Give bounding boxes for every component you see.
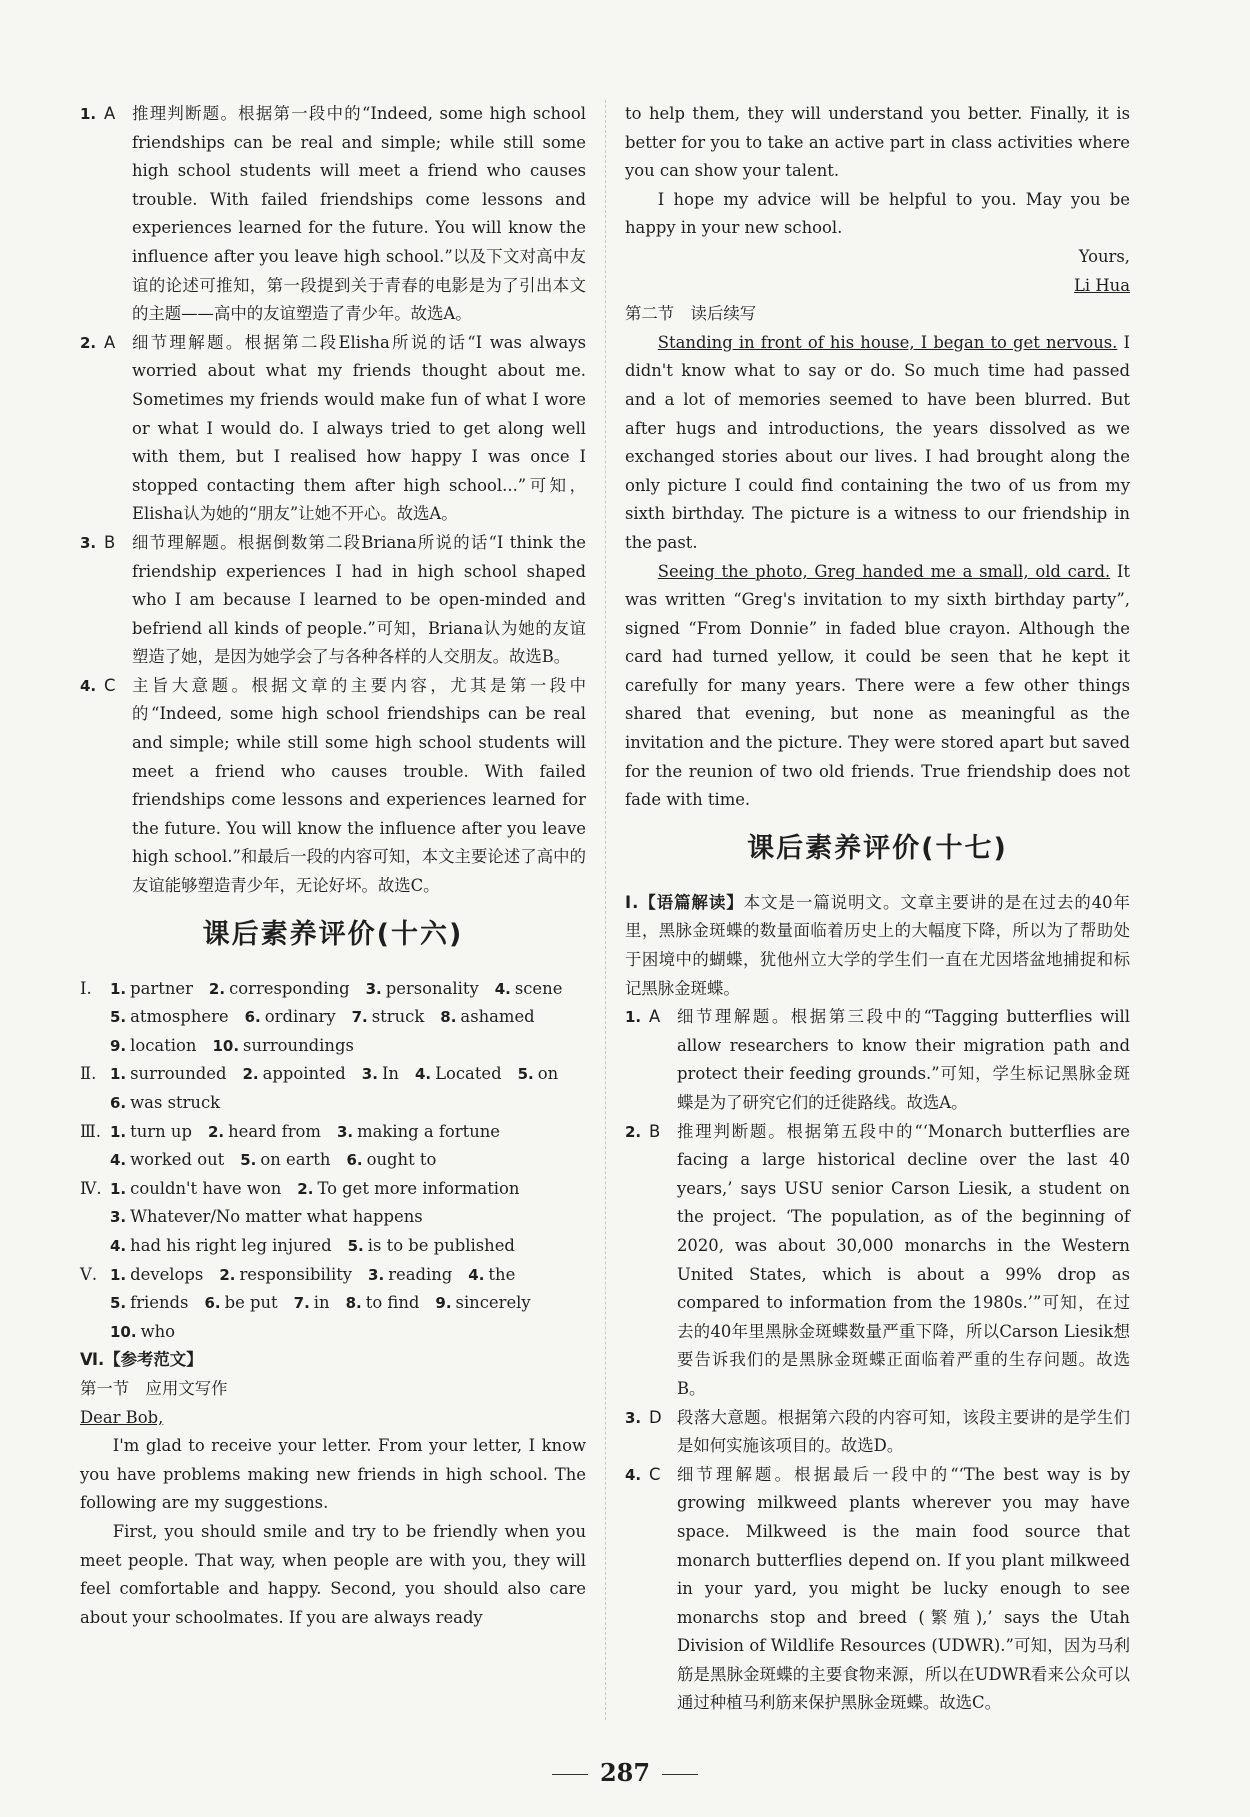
vocab-answer — [110, 1036, 196, 1055]
vocab-word: atmosphere — [130, 1007, 229, 1027]
vocab-word: who — [140, 1321, 176, 1341]
roman-numeral: Ⅲ. — [80, 1121, 102, 1141]
vocab-items — [110, 1060, 586, 1089]
vocab-row — [80, 1232, 586, 1261]
answer-item — [625, 1118, 1130, 1404]
answer-item — [625, 1404, 1130, 1461]
vocab-answer — [518, 1064, 559, 1083]
vocab-number: 9. — [435, 1294, 452, 1313]
vocab-number: 5. — [110, 1294, 127, 1313]
letter-continuation: to help them, they will understand you better. Finally, it is better for you to take an active part in class activities where you can show your talent. — [625, 104, 1130, 181]
vocab-answer — [245, 1007, 336, 1026]
vocab-number: 1. — [110, 1065, 127, 1084]
vocab-word: ashamed — [460, 1007, 535, 1027]
vocab-word: turn up — [130, 1121, 192, 1141]
answer-explanation: 细节理解题。根据第二段Elisha所说的话“I was always worried about what my friends thought about me. Sometimes my friends would make fun of what I wore or what I would do. I always tried to get along well with them, but I realised how happy I was once I stopped contacting them after high school...”可知，Elisha认为她的“朋友”让她不开心。故选A。 — [132, 332, 586, 524]
vocab-number: 8. — [440, 1008, 457, 1027]
answer-explanation: 段落大意题。根据第六段的内容可知，该段主要讲的是学生们是如何实施该项目的。故选D。 — [677, 1407, 1130, 1456]
vocab-word: making a fortune — [357, 1121, 501, 1141]
vocab-items — [110, 1318, 586, 1347]
vocab-answer — [362, 1064, 399, 1083]
roman-numeral — [80, 1146, 110, 1175]
vocab-answer — [352, 1007, 425, 1026]
answer-number: 3. — [80, 533, 97, 552]
vocab-number: 3. — [110, 1208, 127, 1227]
vocab-number: 3. — [361, 1065, 378, 1084]
vocab-answer — [110, 979, 193, 998]
answer-item — [80, 672, 586, 901]
vocab-items — [110, 1289, 586, 1318]
vocab-answer — [209, 979, 350, 998]
vocab-answer — [294, 1293, 330, 1312]
vocab-number: 2. — [219, 1265, 236, 1284]
vocab-word: in — [313, 1293, 330, 1313]
vocab-answer — [110, 1064, 226, 1083]
vocab-number: 8. — [345, 1294, 362, 1313]
vocab-answer — [212, 1036, 353, 1055]
vocab-answer — [110, 1122, 192, 1141]
roman-numeral — [80, 1032, 110, 1061]
answers-block-15 — [80, 100, 586, 901]
vocab-answer — [110, 1265, 203, 1284]
vocab-row — [80, 1289, 586, 1318]
vocab-number: 4. — [110, 1236, 127, 1255]
answer-explanation: 推理判断题。根据第五段中的“‘Monarch butterflies are facing a large historical decline over the last 40 years,’ says USU senior Carson Liesik, a student on the project. ‘The population, as of the beginning of 2020, was about 30,000 monarchs in the Western United States, which is about a 99% drop as compared to information from the 1980s.’”可知，在过去的40年里黑脉金斑蝶数量严重下降，所以Carson Liesik想要告诉我们的是黑脉金斑蝶正面临着严重的生存问题。故选B。 — [677, 1121, 1130, 1398]
vocab-row — [80, 1003, 586, 1032]
story-given-start: Standing in front of his house, I began to get nervous. — [657, 332, 1118, 352]
vocab-number: 6. — [346, 1151, 363, 1170]
vocab-number: 3. — [368, 1265, 385, 1284]
vocab-word: is to be published — [367, 1235, 515, 1255]
vocab-answer — [346, 1150, 436, 1169]
vocab-items — [110, 1146, 586, 1175]
vocab-number: 1. — [110, 979, 127, 998]
vocab-number: 6. — [204, 1294, 221, 1313]
vocab-number: 10. — [212, 1036, 240, 1055]
vocab-word: was struck — [130, 1093, 221, 1112]
answer-item — [625, 1461, 1130, 1718]
vocab-row — [80, 1060, 586, 1089]
vocab-number: 7. — [351, 1008, 368, 1027]
vocab-word: the — [488, 1264, 516, 1284]
vocab-word: partner — [130, 978, 193, 998]
vocab-word: couldn't have won — [130, 1178, 282, 1198]
vocab-word: worked out — [130, 1150, 225, 1170]
vocab-word: heard from — [228, 1121, 321, 1141]
vocab-answer — [242, 1064, 345, 1083]
vocab-answer — [110, 1007, 229, 1026]
answer-explanation: 主旨大意题。根据文章的主要内容，尤其是第一段中的“Indeed, some high school friendships can be real and simple; while still some high school students will meet a friend who causes trouble. With failed friendships come lessons and experiences learned for the future. You will know the influence after you leave high school.”和最后一段的内容可知，本文主要论述了高中的友谊能够塑造青少年，无论好坏。故选C。 — [132, 675, 586, 896]
answer-letter: C — [104, 675, 116, 695]
vocab-word: To get more information — [317, 1178, 520, 1198]
vocab-items — [110, 1118, 586, 1147]
answer-number: 4. — [625, 1465, 642, 1484]
answer-number: 1. — [625, 1008, 642, 1027]
roman-numeral: Ⅴ. — [80, 1264, 98, 1284]
section-title-17: 课后素养评价(十七) — [747, 832, 1008, 864]
vocab-word: be put — [224, 1293, 278, 1313]
roman-numeral: Ⅱ. — [80, 1064, 97, 1084]
passage-intro-label: Ⅰ.【语篇解读】 — [625, 892, 744, 912]
vocab-items — [110, 1261, 586, 1290]
vocab-word: ordinary — [264, 1007, 336, 1027]
vocab-number: 5. — [240, 1151, 257, 1170]
roman-numeral — [80, 1003, 110, 1032]
vocab-number: 2. — [242, 1065, 259, 1084]
right-column — [625, 100, 1130, 1718]
vocab-row — [80, 1089, 586, 1118]
letter-salutation: Dear Bob, — [80, 1407, 164, 1427]
vocab-answer — [468, 1265, 515, 1284]
vocab-word: personality — [385, 978, 479, 998]
page-number: 287 — [0, 1758, 1250, 1787]
story-paragraph — [625, 329, 1130, 558]
vocab-answer — [415, 1064, 502, 1083]
vocab-word: responsibility — [239, 1264, 353, 1284]
vocab-word: had his right leg injured — [130, 1235, 332, 1255]
vocab-items — [110, 1003, 586, 1032]
vocab-row — [80, 1032, 586, 1061]
answer-letter: B — [104, 532, 116, 552]
roman-numeral — [80, 1318, 110, 1347]
answer-item — [80, 100, 586, 329]
vocab-number: 5. — [110, 1008, 127, 1027]
vocab-word: on — [537, 1064, 559, 1084]
vocab-items — [110, 1232, 586, 1261]
vocab-number: 10. — [110, 1322, 137, 1341]
vocab-items — [110, 1175, 586, 1204]
vocab-answer — [204, 1293, 277, 1312]
vocab-word: surrounded — [130, 1064, 227, 1084]
vocab-row — [80, 1203, 586, 1232]
vocab-items — [110, 975, 586, 1004]
answer-explanation: 细节理解题。根据最后一段中的“‘The best way is by growing milkweed plants wherever you may have space. Milkweed is the main food source that monarch butterflies depend on. If you plant milkweed in your yard, you might be lucky enough to see monarchs stop and breed (繁殖),’ says the Utah Division of Wildlife Resources (UDWR).”可知，因为马利筋是黑脉金斑蝶的主要食物来源，所以在UDWR看来公众可以通过种植马利筋来保护黑脉金斑蝶。故选C。 — [677, 1464, 1130, 1713]
vocab-row — [80, 1118, 586, 1147]
vocab-answer — [110, 1150, 224, 1169]
story-paragraph — [625, 558, 1130, 815]
answer-item — [625, 1003, 1130, 1117]
vocab-number: 6. — [244, 1008, 261, 1027]
passage-intro-text: 本文是一篇说明文。文章主要讲的是在过去的40年里，黑脉金斑蝶的数量面临着历史上的大幅度下降，所以为了帮助处于困境中的蝴蝶，犹他州立大学的学生们一直在尤因塔盆地捕捉和标记黑脉金斑蝶。 — [625, 892, 1131, 998]
vocab-number: 2. — [207, 1122, 225, 1141]
vocab-number: 3. — [336, 1122, 354, 1141]
roman-numeral — [80, 1232, 110, 1261]
column-divider — [605, 100, 607, 1720]
vocab-answers — [80, 975, 586, 1347]
answer-explanation: 细节理解题。根据倒数第二段Briana所说的话“I think the friendship experiences I had in high school shaped who I am because I learned to be open-minded and befriend all kinds of people.”可知，Briana认为她的友谊塑造了她，是因为她学会了与各种各样的人交朋友。故选B。 — [132, 532, 586, 667]
answer-number: 2. — [625, 1122, 642, 1141]
letter-closing: Yours, — [1078, 246, 1130, 266]
vocab-word: friends — [130, 1293, 189, 1313]
roman-numeral — [80, 1289, 110, 1318]
vocab-word: scene — [514, 978, 563, 998]
answer-letter: C — [649, 1464, 661, 1484]
answer-item — [80, 329, 586, 529]
vocab-answer — [366, 979, 479, 998]
answer-number: 2. — [80, 333, 97, 352]
vocab-number: 1. — [110, 1122, 127, 1141]
vocab-answer — [368, 1265, 452, 1284]
vocab-number: 6. — [110, 1094, 127, 1112]
vocab-word: to find — [365, 1293, 420, 1313]
story-text: I didn't know what to say or do. So much time had passed and a lot of memories seemed to have been blurred. But after hugs and introductions, the years dissolved as we exchanged stories about our lives. I had brought along the only picture I could find containing the two of us from my sixth birthday. The picture is a witness to our friendship in the past. — [625, 332, 1130, 552]
vocab-answer — [219, 1265, 352, 1284]
vocab-number: 5. — [347, 1236, 364, 1255]
vocab-items — [110, 1203, 586, 1232]
vocab-word: Located — [435, 1064, 502, 1084]
vocab-row — [80, 1261, 586, 1290]
vocab-number: 4. — [414, 1065, 432, 1084]
vocab-answer — [435, 1293, 530, 1312]
vocab-number: 4. — [468, 1265, 485, 1284]
vocab-word: corresponding — [229, 978, 350, 998]
reference-essay-label: Ⅵ.【参考范文】 — [80, 1350, 203, 1370]
vocab-answer — [110, 1293, 188, 1312]
vocab-answer — [110, 1207, 423, 1226]
roman-numeral — [80, 1089, 110, 1118]
vocab-number: 2. — [208, 979, 226, 998]
vocab-word: surroundings — [243, 1035, 354, 1055]
vocab-answer — [240, 1150, 330, 1169]
vocab-number: 1. — [110, 1265, 127, 1284]
vocab-answer — [348, 1236, 515, 1255]
vocab-word: ought to — [366, 1150, 437, 1170]
answer-letter: B — [649, 1121, 661, 1141]
answer-letter: D — [649, 1407, 662, 1427]
part1-label: 第一节 应用文写作 — [80, 1378, 228, 1398]
vocab-row — [80, 1146, 586, 1175]
vocab-word: on earth — [260, 1150, 331, 1170]
vocab-number: 4. — [110, 1151, 127, 1170]
vocab-answer — [110, 1236, 332, 1255]
answers-block-17 — [625, 1003, 1130, 1718]
roman-numeral: Ⅰ. — [80, 978, 92, 998]
vocab-answer — [110, 1093, 220, 1112]
vocab-number: 7. — [293, 1294, 310, 1313]
vocab-row — [80, 975, 586, 1004]
vocab-answer — [110, 1179, 281, 1198]
vocab-answer — [346, 1293, 420, 1312]
vocab-word: Whatever/No matter what happens — [130, 1207, 423, 1227]
answer-explanation: 细节理解题。根据第三段中的“Tagging butterflies will allow researchers to know their migration path and protect their feeding grounds.”可知，学生标记黑脉金斑蝶是为了研究它们的迁徙路线。故选A。 — [677, 1007, 1130, 1112]
vocab-number: 1. — [110, 1179, 127, 1198]
vocab-word: location — [130, 1035, 197, 1055]
answer-letter: A — [104, 332, 116, 352]
answer-letter: A — [649, 1007, 661, 1027]
vocab-items — [110, 1032, 586, 1061]
vocab-number: 3. — [365, 979, 382, 998]
vocab-number: 2. — [297, 1179, 314, 1198]
part2-label: 第二节 读后续写 — [625, 304, 757, 324]
letter-signature: Li Hua — [1074, 275, 1130, 295]
vocab-word: struck — [371, 1007, 425, 1027]
vocab-answer — [297, 1179, 519, 1198]
vocab-answer — [110, 1322, 175, 1341]
vocab-answer — [495, 979, 563, 998]
vocab-items — [110, 1089, 586, 1118]
answer-letter: A — [104, 104, 116, 123]
vocab-word: In — [381, 1064, 399, 1084]
letter-paragraph: I'm glad to receive your letter. From your letter, I know you have problems making new friends in high school. The following are my suggestions. — [80, 1436, 586, 1513]
answer-number: 1. — [80, 105, 97, 123]
vocab-number: 9. — [110, 1036, 127, 1055]
vocab-answer — [337, 1122, 500, 1141]
vocab-row — [80, 1318, 586, 1347]
section-title-16: 课后素养评价(十六) — [202, 918, 464, 950]
vocab-number: 5. — [517, 1065, 534, 1084]
vocab-word: sincerely — [455, 1293, 531, 1313]
roman-numeral — [80, 1203, 110, 1232]
answer-explanation: 推理判断题。根据第一段中的“Indeed, some high school friendships can be real and simple; while still some high school students will meet a friend who causes trouble. With failed friendships come lessons and experiences learned for the future. You will know the influence after you leave high school.”以及下文对高中友谊的论述可推知，第一段提到关于青春的电影是为了引出本文的主题——高中的友谊塑造了青少年。故选A。 — [132, 104, 586, 324]
letter-paragraph: First, you should smile and try to be friendly when you meet people. That way, when people are with you, they will feel comfortable and happy. Second, you should also care about your schoolmates. If you are always ready — [80, 1521, 586, 1627]
story-given-start: Seeing the photo, Greg handed me a small, old card. — [657, 561, 1111, 581]
answer-number: 4. — [80, 676, 97, 695]
letter-paragraph: I hope my advice will be helpful to you. May you be happy in your new school. — [625, 189, 1130, 238]
vocab-answer — [208, 1122, 321, 1141]
vocab-row — [80, 1175, 586, 1204]
answer-number: 3. — [625, 1408, 642, 1427]
vocab-word: reading — [388, 1264, 453, 1284]
answer-item — [80, 529, 586, 672]
vocab-word: appointed — [262, 1064, 346, 1084]
story-text: It was written “Greg's invitation to my sixth birthday party”, signed “From Donnie” in faded blue crayon. Although the card had turned yellow, it could be seen that he kept it carefully for many years. There were a few other things shared that evening, but none as meaningful as the invitation and the picture. They were stored apart but saved for the reunion of two old friends. True friendship does not fade with time. — [625, 561, 1130, 810]
vocab-number: 4. — [494, 979, 511, 998]
vocab-answer — [440, 1007, 534, 1026]
left-column — [80, 100, 586, 1632]
vocab-word: develops — [130, 1264, 204, 1284]
passage-intro — [625, 889, 1130, 1003]
roman-numeral: Ⅳ. — [80, 1178, 102, 1198]
